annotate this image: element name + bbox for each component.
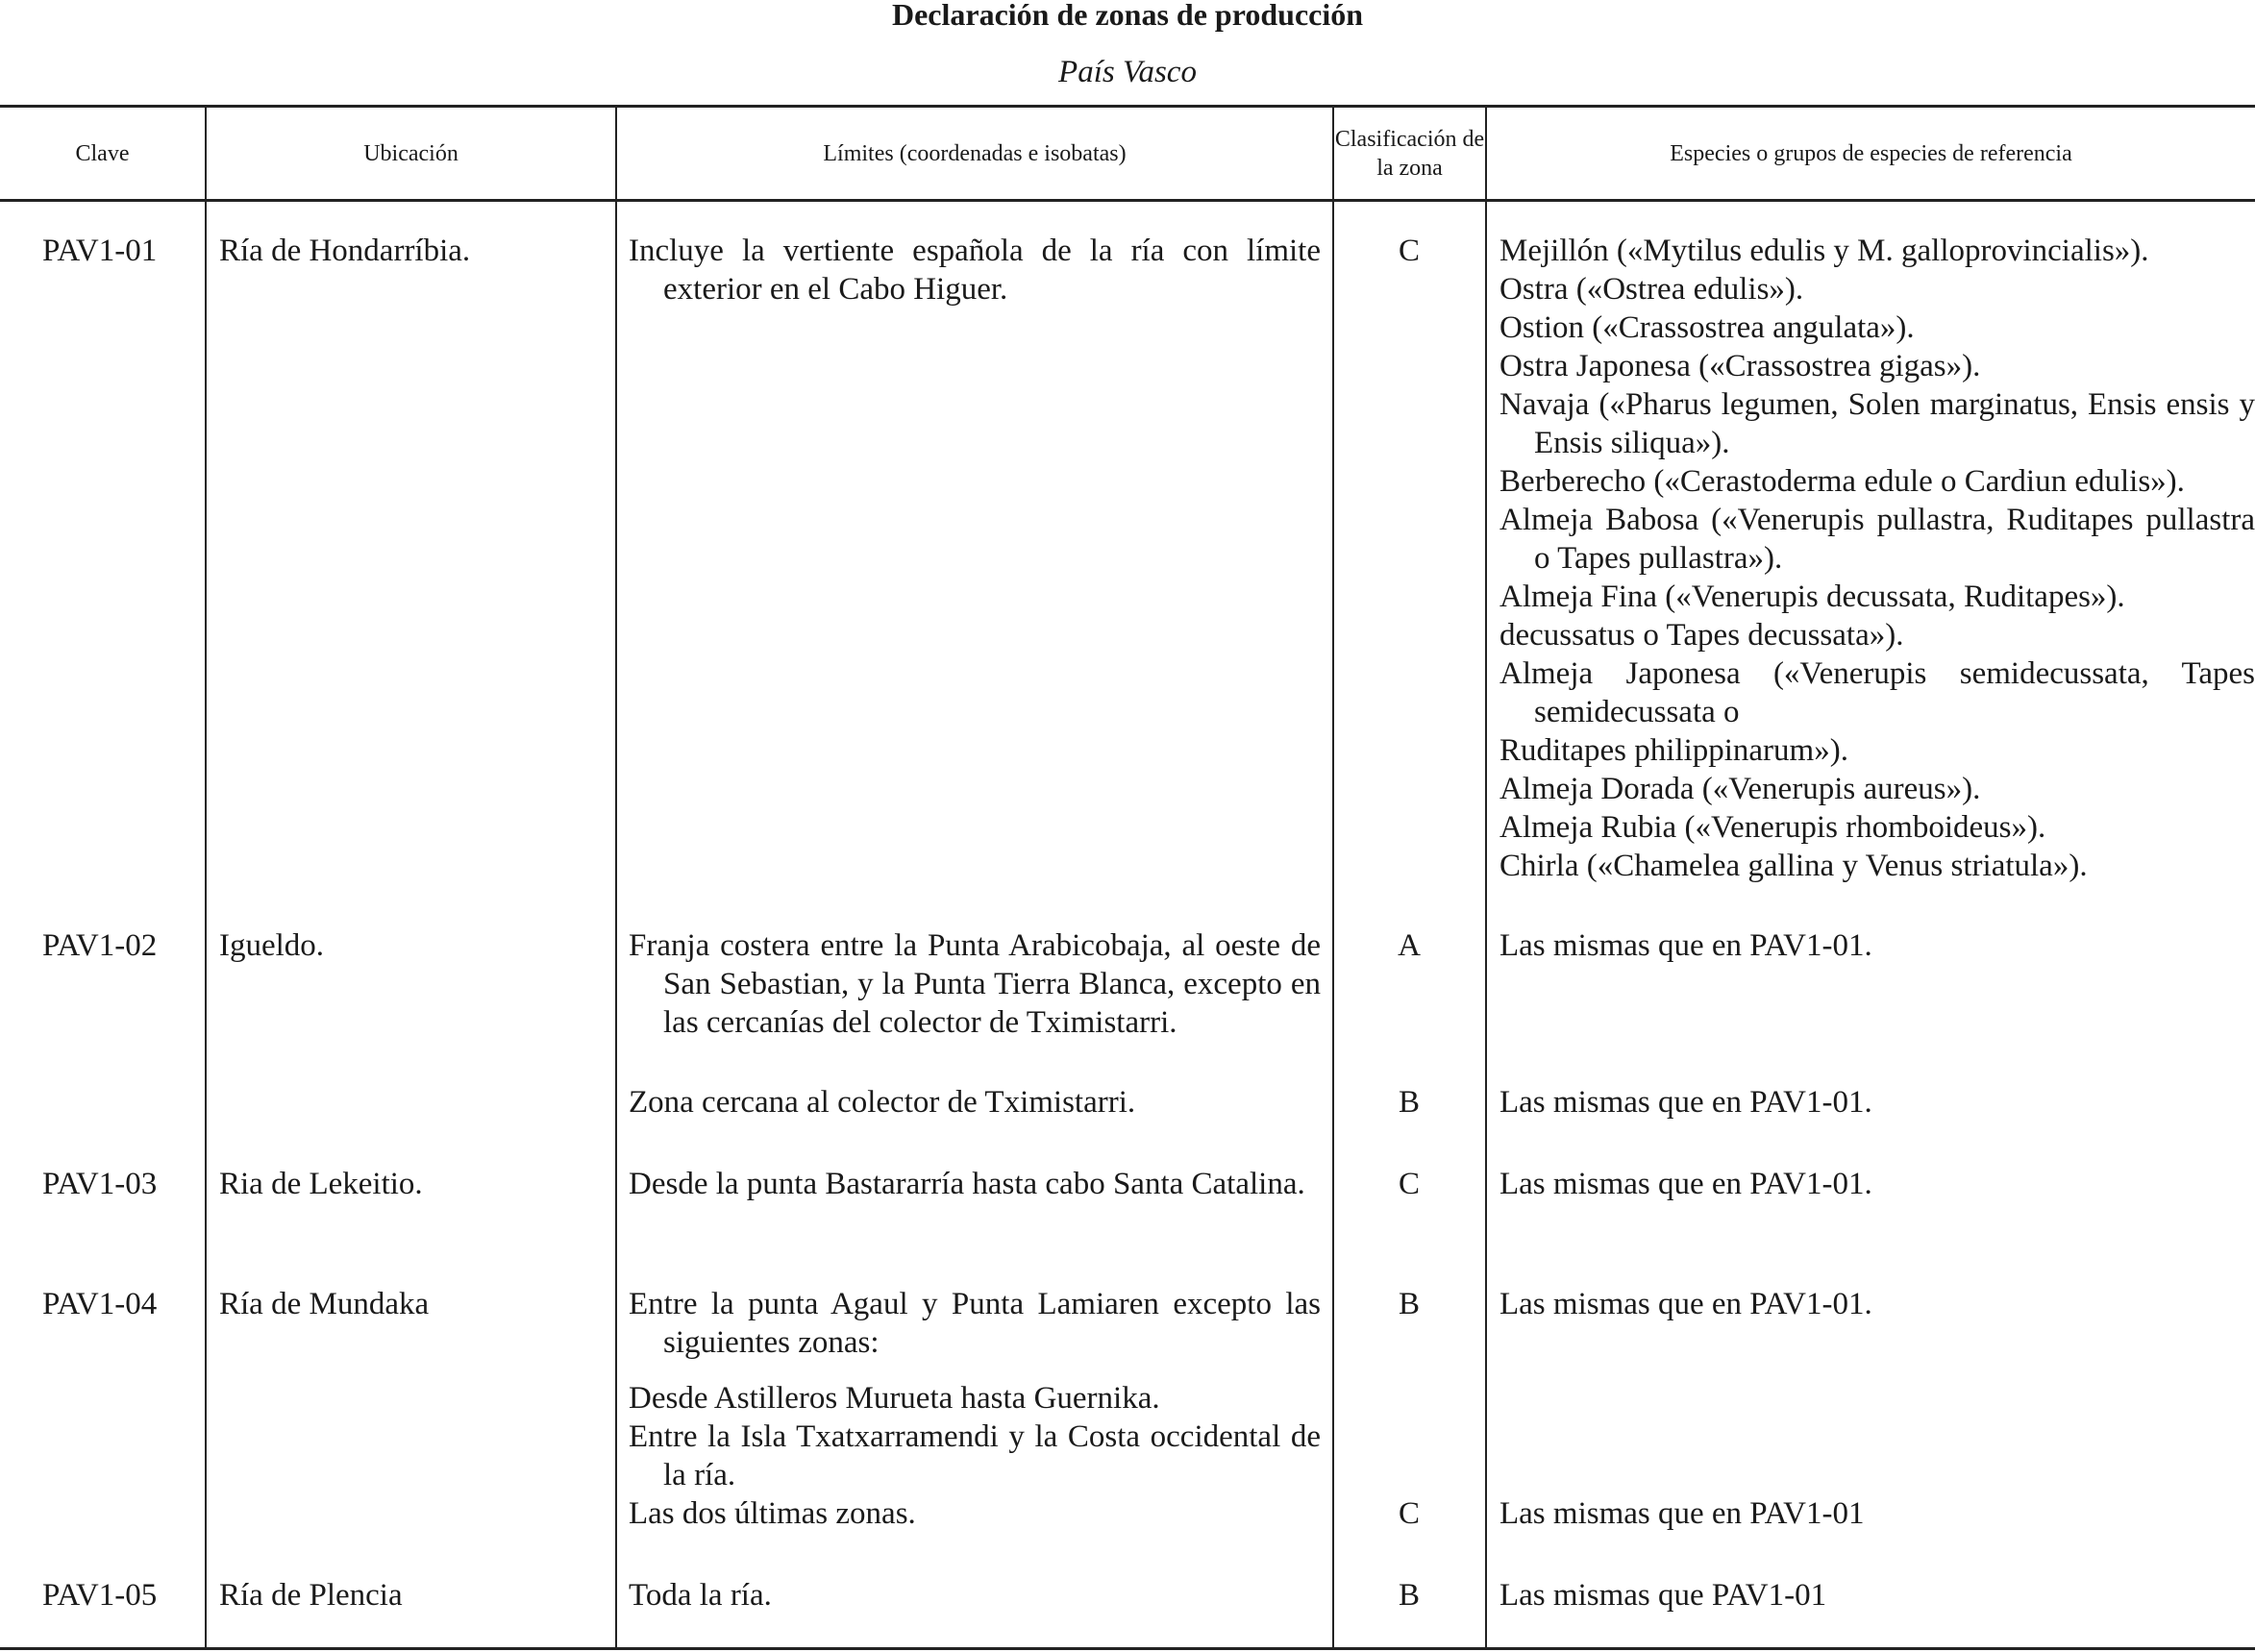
species-item: Mejillón («Mytilus edulis y M. galloprovincialis»).: [1499, 234, 2149, 268]
row-3-clasificacion: C: [1398, 1167, 1420, 1201]
row-5-clave: PAV1-05: [42, 1578, 158, 1613]
row-4-limites-sub: Entre la Isla Txatxarramendi y la Costa occidental de la ría.: [629, 1419, 1321, 1492]
row-2-clave: PAV1-02: [42, 928, 158, 963]
row-1-clasificacion: C: [1398, 234, 1420, 268]
row-2-especies: Las mismas que en PAV1-01.: [1499, 928, 1872, 963]
header-especies: Especies o grupos de especies de referencia: [1670, 141, 2072, 166]
row-4-especies: Las mismas que en PAV1-01.: [1499, 1287, 1872, 1321]
species-item: Chirla («Chamelea gallina y Venus striatula»).: [1499, 849, 2088, 883]
document-title: Declaración de zonas de producción: [891, 0, 1364, 32]
column-divider: [615, 107, 617, 1650]
row-1-limites: Incluye la vertiente española de la ría con límite exterior en el Cabo Higuer.: [629, 234, 1321, 307]
column-divider: [1485, 107, 1487, 1650]
species-item: decussatus o Tapes decussata»).: [1499, 618, 1904, 653]
species-item: Almeja Babosa («Venerupis pullastra, Ruditapes pullastra o Tapes pullastra»).: [1499, 503, 2255, 576]
species-item: Ruditapes philippinarum»).: [1499, 733, 1848, 768]
row-4-clasificacion-sub: C: [1398, 1496, 1420, 1531]
row-1-especies: [1499, 232, 2255, 885]
row-2-limites: Franja costera entre la Punta Arabicobaja, al oeste de San Sebastian, y la Punta Tierra Blanca, excepto en las cercanías del colector de Tximistarri.: [629, 928, 1321, 1040]
row-4-limites-sub: Las dos últimas zonas.: [629, 1496, 916, 1531]
row-5-clasificacion: B: [1398, 1578, 1420, 1613]
row-3-clave: PAV1-03: [42, 1167, 158, 1201]
column-divider: [205, 107, 207, 1650]
column-divider: [1332, 107, 1334, 1650]
species-item: Ostra («Ostrea edulis»).: [1499, 272, 1804, 307]
row-4-clasificacion: B: [1398, 1287, 1420, 1321]
row-2-limites-sub: Zona cercana al colector de Tximistarri.: [629, 1085, 1136, 1120]
row-3-especies: Las mismas que en PAV1-01.: [1499, 1167, 1872, 1201]
row-4-ubicacion: Ría de Mundaka: [219, 1287, 430, 1321]
header-clasificacion: Clasificación de la zona: [1334, 127, 1485, 181]
row-2-ubicacion: Igueldo.: [219, 928, 325, 963]
row-1-ubicacion: Ría de Hondarríbia.: [219, 234, 471, 268]
row-2-clasificacion-sub: B: [1398, 1085, 1420, 1120]
row-5-limites: Toda la ría.: [629, 1578, 772, 1613]
row-5-ubicacion: Ría de Plencia: [219, 1578, 403, 1613]
header-ubicacion: Ubicación: [363, 141, 458, 166]
row-1-clave: PAV1-01: [42, 234, 158, 268]
row-4-clave: PAV1-04: [42, 1287, 158, 1321]
species-item: Almeja Rubia («Venerupis rhomboideus»).: [1499, 810, 2046, 845]
row-5-especies: Las mismas que PAV1-01: [1499, 1578, 1827, 1613]
row-2-clasificacion: A: [1398, 928, 1421, 963]
species-item: Berberecho («Cerastoderma edule o Cardiun edulis»).: [1499, 464, 2185, 499]
row-3-limites: Desde la punta Bastararría hasta cabo Santa Catalina.: [629, 1167, 1305, 1201]
species-item: Ostion («Crassostrea angulata»).: [1499, 310, 1915, 345]
row-4-limites-sub: Desde Astilleros Murueta hasta Guernika.: [629, 1381, 1160, 1416]
species-item: Almeja Dorada («Venerupis aureus»).: [1499, 772, 1981, 806]
row-2-especies-sub: Las mismas que en PAV1-01.: [1499, 1085, 1872, 1120]
species-item: Almeja Fina («Venerupis decussata, Ruditapes»).: [1499, 579, 2125, 614]
header-clave: Clave: [75, 141, 130, 166]
document-subtitle: País Vasco: [1058, 55, 1197, 89]
species-item: Almeja Japonesa («Venerupis semidecussata, Tapes semidecussata o: [1499, 656, 2255, 729]
table-bottom-rule: [0, 1647, 2255, 1650]
header-limites: Límites (coordenadas e isobatas): [823, 141, 1127, 166]
species-item: Navaja («Pharus legumen, Solen marginatus, Ensis ensis y Ensis siliqua»).: [1499, 387, 2255, 460]
species-item: Ostra Japonesa («Crassostrea gigas»).: [1499, 349, 1981, 383]
row-3-ubicacion: Ria de Lekeitio.: [219, 1167, 423, 1201]
row-4-limites: Entre la punta Agaul y Punta Lamiaren excepto las siguientes zonas:: [629, 1287, 1321, 1360]
row-4-especies-sub: Las mismas que en PAV1-01: [1499, 1496, 1865, 1531]
